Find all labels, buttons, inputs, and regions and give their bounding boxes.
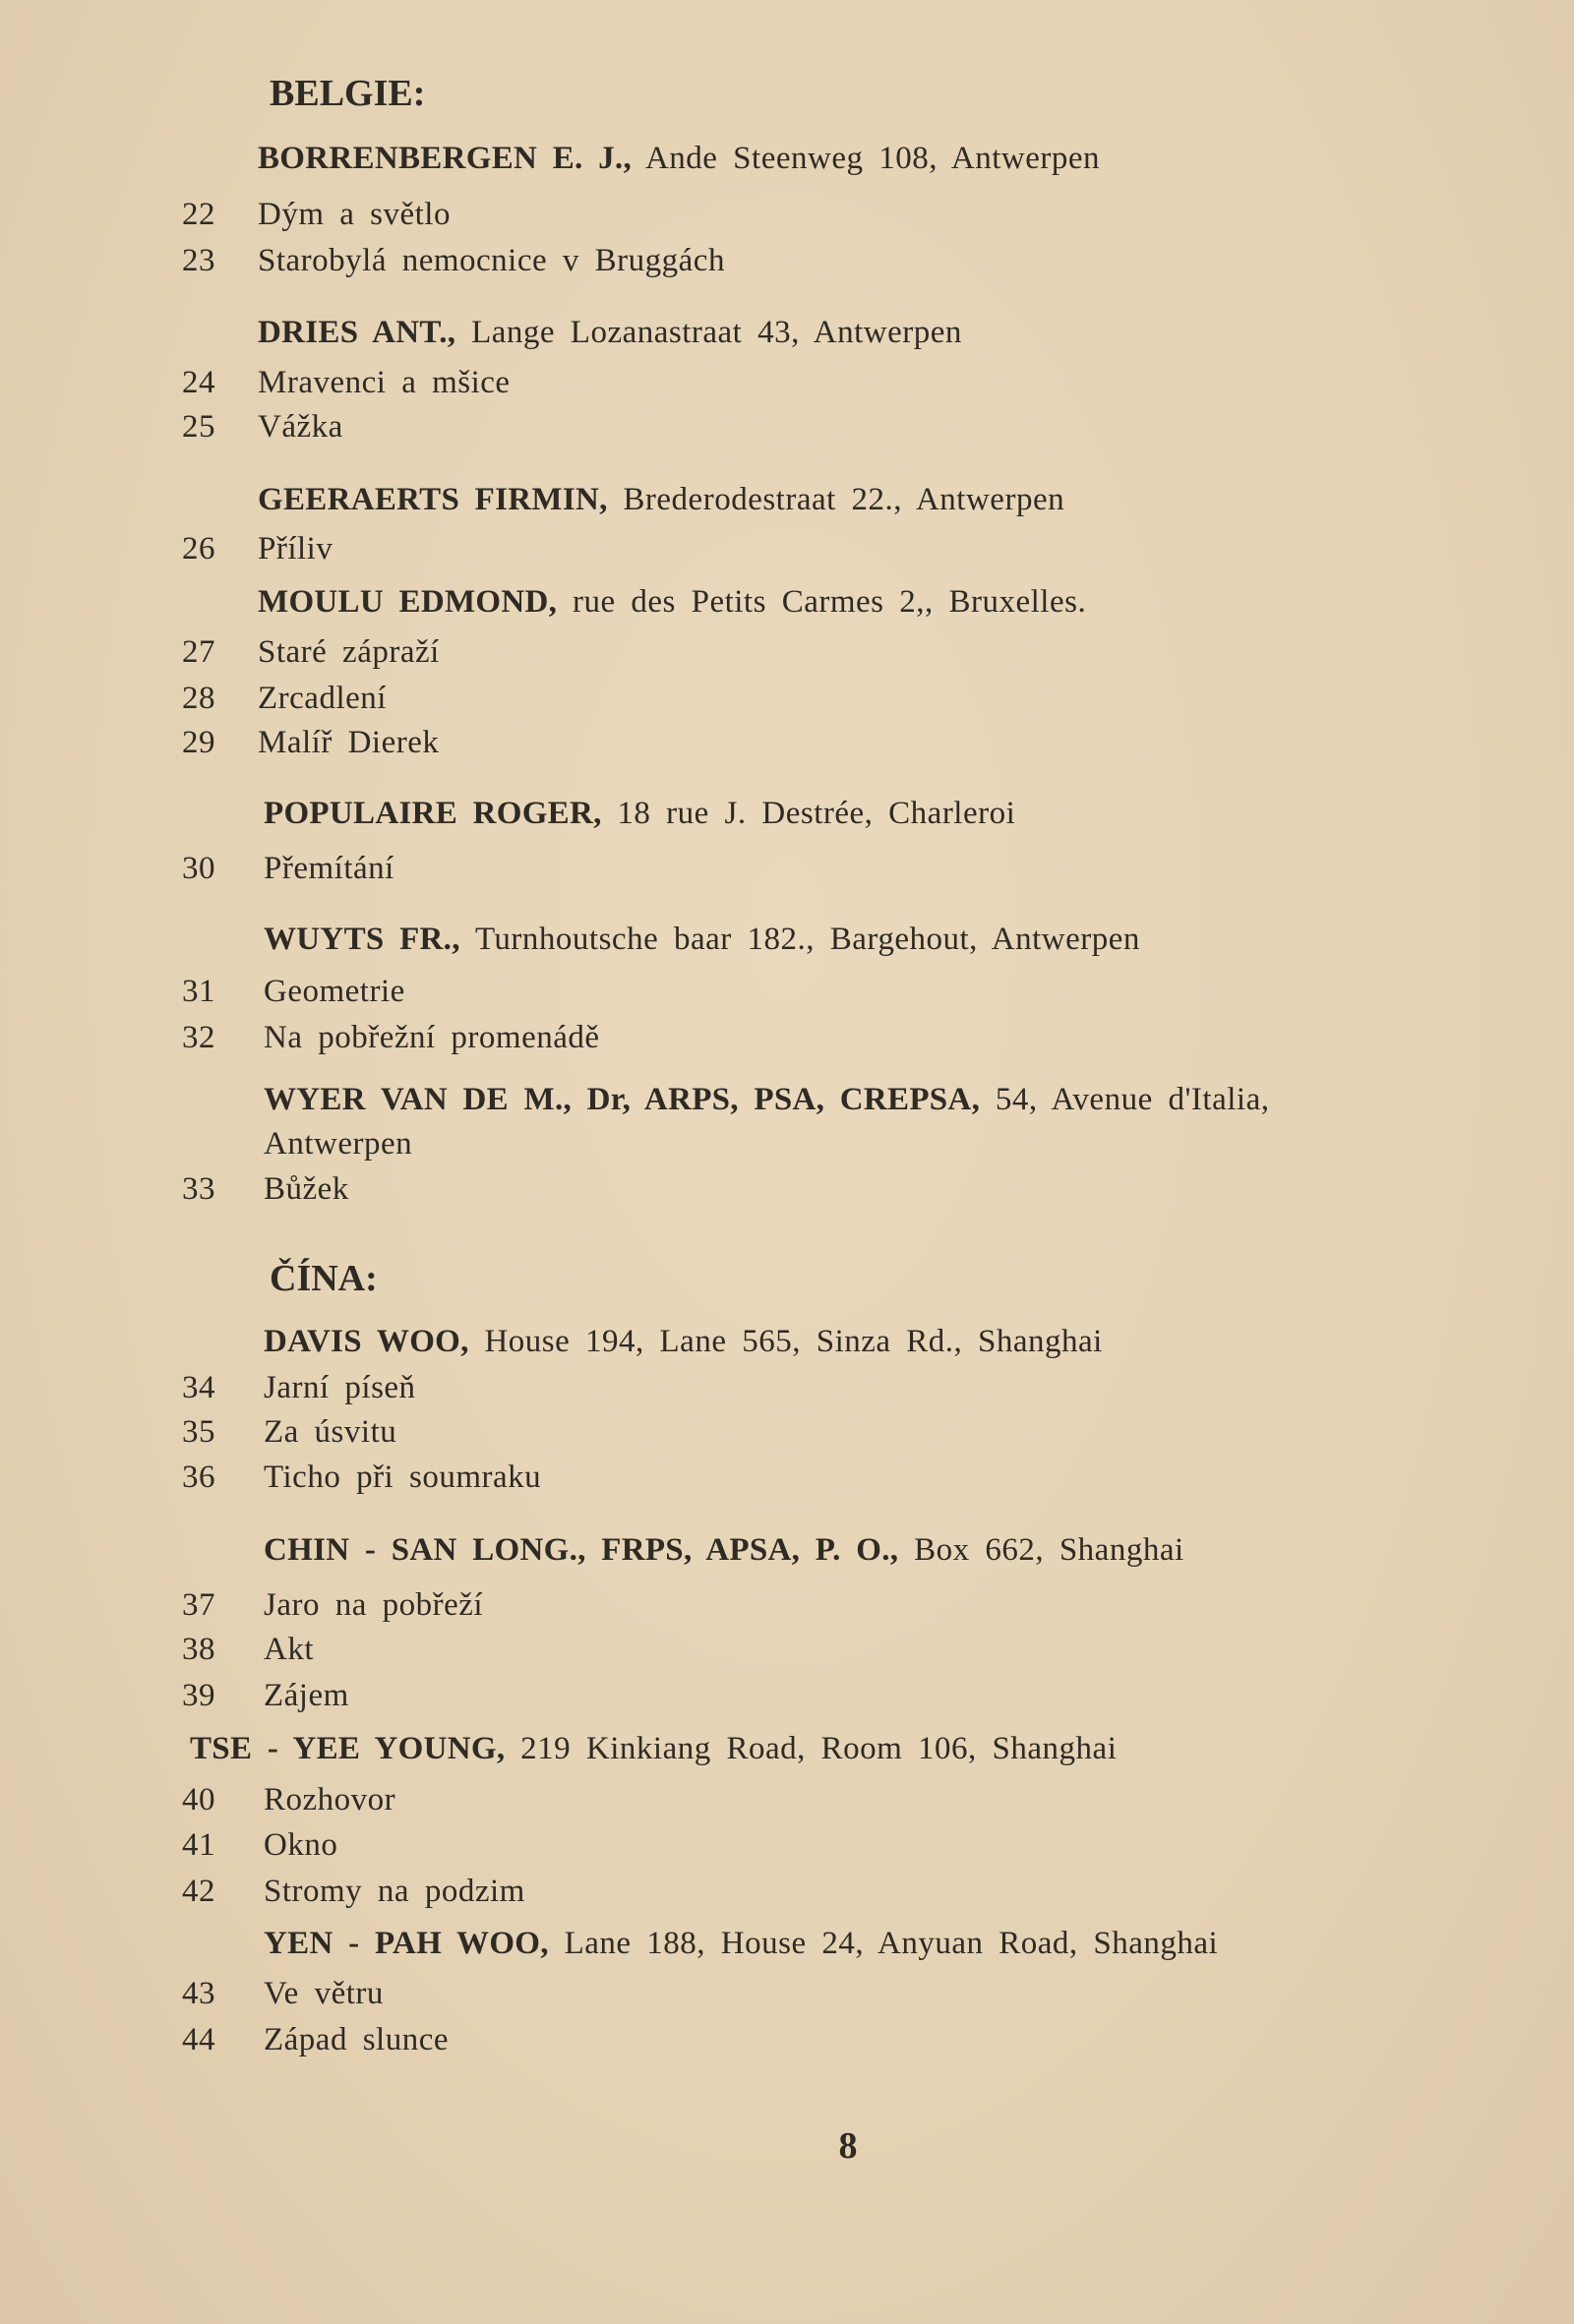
work-number: 40: [182, 1782, 215, 1817]
author-address: Lane 188, House 24, Anyuan Road, Shanghai: [564, 1926, 1219, 1961]
author-name: GEERAERTS FIRMIN,: [258, 482, 608, 517]
author-address: Lange Lozanastraat 43, Antwerpen: [471, 315, 962, 350]
work-title: Přemítání: [264, 851, 394, 886]
work-number: 39: [182, 1678, 215, 1713]
work-number: 22: [182, 197, 215, 232]
work-number: 35: [182, 1414, 215, 1450]
author-address: Box 662, Shanghai: [914, 1532, 1184, 1568]
work-number: 37: [182, 1587, 215, 1623]
work-title: Staré zápraží: [258, 634, 440, 670]
work-title: Geometrie: [264, 974, 405, 1009]
author-name: WYER VAN DE M., Dr, ARPS, PSA, CREPSA,: [264, 1082, 981, 1117]
work-number: 38: [182, 1632, 215, 1667]
author-name: CHIN - SAN LONG., FRPS, APSA, P. O.,: [264, 1532, 899, 1568]
work-title: Stromy na podzim: [264, 1874, 525, 1909]
work-title: Ve větru: [264, 1976, 384, 2011]
work-number: 24: [182, 365, 215, 400]
work-number: 25: [182, 409, 215, 445]
work-title: Západ slunce: [264, 2022, 450, 2057]
page-number: 8: [838, 2125, 858, 2167]
author-name: DRIES ANT.,: [258, 315, 456, 350]
work-title: Bůžek: [264, 1171, 349, 1207]
author-address: Antwerpen: [264, 1126, 413, 1162]
author-name: POPULAIRE ROGER,: [264, 796, 602, 831]
work-title: Za úsvitu: [264, 1414, 397, 1450]
work-number: 28: [182, 681, 215, 716]
work-title: Ticho při soumraku: [264, 1460, 542, 1495]
work-number: 31: [182, 974, 215, 1009]
work-number: 26: [182, 531, 215, 566]
author-address: Brederodestraat 22., Antwerpen: [623, 482, 1065, 517]
work-title: Vážka: [258, 409, 343, 445]
author-name: BORRENBERGEN E. J.,: [258, 141, 633, 176]
work-number: 30: [182, 851, 215, 886]
work-title: Zájem: [264, 1678, 349, 1713]
work-title: Rozhovor: [264, 1782, 396, 1817]
author-address: 219 Kinkiang Road, Room 106, Shanghai: [520, 1731, 1118, 1766]
work-title: Zrcadlení: [258, 681, 387, 716]
author-address: House 194, Lane 565, Sinza Rd., Shanghai: [484, 1324, 1103, 1359]
work-title: Okno: [264, 1827, 338, 1863]
author-address: Ande Steenweg 108, Antwerpen: [644, 141, 1101, 176]
author-name: YEN - PAH WOO,: [264, 1926, 549, 1961]
author-name: DAVIS WOO,: [264, 1324, 469, 1359]
work-number: 23: [182, 243, 215, 278]
section-heading-cina: ČÍNA:: [270, 1258, 378, 1299]
work-title: Jaro na pobřeží: [264, 1587, 484, 1623]
work-number: 44: [182, 2022, 215, 2057]
work-title: Starobylá nemocnice v Bruggách: [258, 243, 725, 278]
work-title: Jarní píseň: [264, 1370, 416, 1405]
work-number: 41: [182, 1827, 215, 1863]
work-number: 36: [182, 1460, 215, 1495]
work-number: 42: [182, 1874, 215, 1909]
section-heading-belgie: BELGIE:: [270, 73, 426, 114]
author-address: rue des Petits Carmes 2,, Bruxelles.: [572, 584, 1087, 620]
author-name: WUYTS FR.,: [264, 922, 460, 957]
author-name: TSE - YEE YOUNG,: [190, 1731, 506, 1766]
work-title: Příliv: [258, 531, 333, 566]
author-address: Turnhoutsche baar 182., Bargehout, Antwerpen: [474, 922, 1140, 957]
work-title: Mravenci a mšice: [258, 365, 511, 400]
work-number: 43: [182, 1976, 215, 2011]
work-number: 33: [182, 1171, 215, 1207]
work-number: 34: [182, 1370, 215, 1405]
author-address: 18 rue J. Destrée, Charleroi: [617, 796, 1016, 831]
work-number: 27: [182, 634, 215, 670]
work-number: 32: [182, 1020, 215, 1055]
work-number: 29: [182, 725, 215, 760]
author-name: MOULU EDMOND,: [258, 584, 558, 620]
author-address: 54, Avenue d'Italia,: [995, 1082, 1270, 1117]
work-title: Na pobřežní promenádě: [264, 1020, 600, 1055]
work-title: Akt: [264, 1632, 314, 1667]
work-title: Malíř Dierek: [258, 725, 440, 760]
work-title: Dým a světlo: [258, 197, 451, 232]
